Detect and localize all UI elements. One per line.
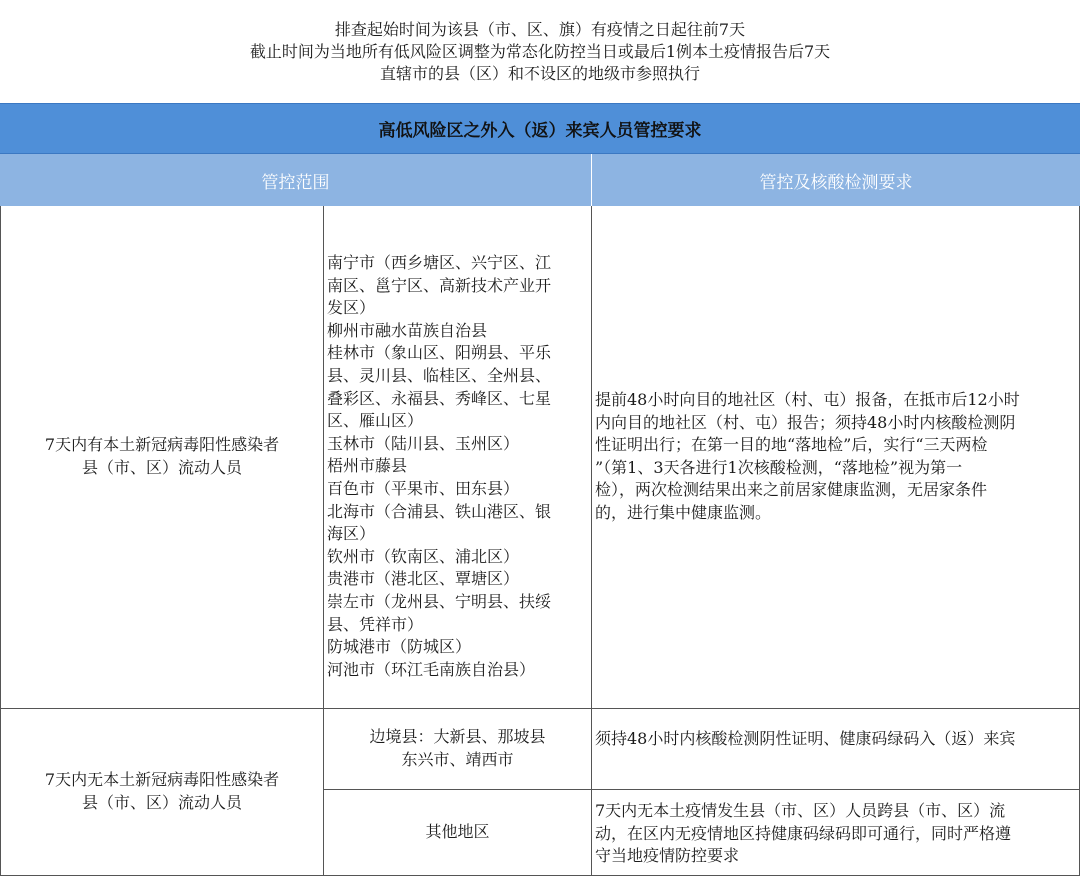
border-counties-line2: 东兴市、靖西市: [401, 750, 514, 769]
row1-area-list: [327, 252, 589, 681]
area-line: 崇左市（龙州县、宁明县、扶绥: [327, 591, 552, 611]
area-line: 玉林市（陆川县、玉州区）: [327, 433, 520, 453]
row1-label-line2: 县（市、区）流动人员: [81, 458, 242, 477]
area-line: 梧州市藤县: [327, 456, 408, 476]
requirement-line: 守当地疫情防控要求: [595, 846, 740, 866]
area-line: 钦州市（钦南区、浦北区）: [327, 546, 520, 566]
row1-label-line1: 7天内有本土新冠病毒阳性感染者: [44, 435, 280, 455]
area-line: 海区）: [327, 524, 376, 544]
note-municipality: 直辖市的县（区）和不设区的地级市参照执行: [379, 63, 700, 83]
other-areas-cell: 其他地区: [425, 822, 490, 842]
requirements-table: [0, 206, 1080, 876]
area-line: 桂林市（象山区、阳朔县、平乐: [327, 343, 552, 363]
table-title: 高低风险区之外入（返）来宾人员管控要求: [0, 103, 1080, 154]
area-line: 防城港市（防城区）: [327, 637, 472, 657]
row1-scope-label: [1, 206, 323, 708]
other-areas-requirement: [595, 800, 1077, 868]
area-line: 贵港市（港北区、覃塘区）: [327, 569, 520, 589]
area-line: 叠彩区、永福县、秀峰区、七星: [327, 388, 552, 408]
area-line: 发区）: [327, 298, 376, 318]
requirement-line: 的，进行集中健康监测。: [595, 502, 772, 522]
area-line: 百色市（平果市、田东县）: [327, 478, 520, 498]
column-divider-2: [591, 206, 592, 876]
area-line: 区、雁山区）: [327, 411, 424, 431]
requirement-line: ”（第1、3天各进行1次核酸检测，“落地检”视为第一: [595, 457, 963, 477]
area-line: 南区、邕宁区、高新技术产业开: [327, 275, 552, 295]
header-requirements: 管控及核酸检测要求: [592, 154, 1080, 206]
row1-requirement-text: [595, 389, 1077, 525]
requirement-line: 内向目的地社区（村、屯）报告；须持48小时内核酸检测阴: [595, 412, 1016, 432]
notes-block: [0, 0, 1080, 103]
border-counties-cell: [324, 709, 591, 789]
requirement-line: 提前48小时向目的地社区（村、屯）报备，在抵市后12小时: [595, 390, 1020, 409]
row2-scope-label: [1, 709, 323, 875]
area-line: 南宁市（西乡塘区、兴宁区、江: [327, 253, 552, 272]
note-end-time: 截止时间为当地所有低风险区调整为常态化防控当日或最后1例本土疫情报告后7天: [249, 41, 831, 61]
requirement-line: 动，在区内无疫情地区持健康码绿码即可通行，同时严格遵: [595, 823, 1012, 843]
header-scope: 管控范围: [0, 154, 592, 206]
area-line: 北海市（合浦县、铁山港区、银: [327, 501, 552, 521]
area-line: 柳州市融水苗族自治县: [327, 320, 488, 340]
row2-label-line2: 县（市、区）流动人员: [81, 793, 242, 812]
requirement-line: 7天内无本土疫情发生县（市、区）人员跨县（市、区）流: [595, 801, 1006, 820]
note-start-time: 排查起始时间为该县（市、区、旗）有疫情之日起往前7天: [334, 19, 746, 39]
row2-label-line1: 7天内无本土新冠病毒阳性感染者: [44, 770, 280, 790]
requirement-line: 性证明出行；在第一目的地“落地检”后，实行“三天两检: [595, 435, 988, 455]
border-counties-line1: 边境县：大新县、那坡县: [369, 727, 546, 747]
area-line: 县、灵川县、临桂区、全州县、: [327, 365, 552, 385]
requirement-line: 检），两次检测结果出来之前居家健康监测，无居家条件: [595, 480, 988, 500]
border-counties-requirement: 须持48小时内核酸检测阴性证明、健康码绿码入（返）来宾: [595, 729, 1016, 748]
area-line: 河池市（环江毛南族自治县）: [327, 659, 536, 679]
area-line: 县、凭祥市）: [327, 614, 424, 634]
